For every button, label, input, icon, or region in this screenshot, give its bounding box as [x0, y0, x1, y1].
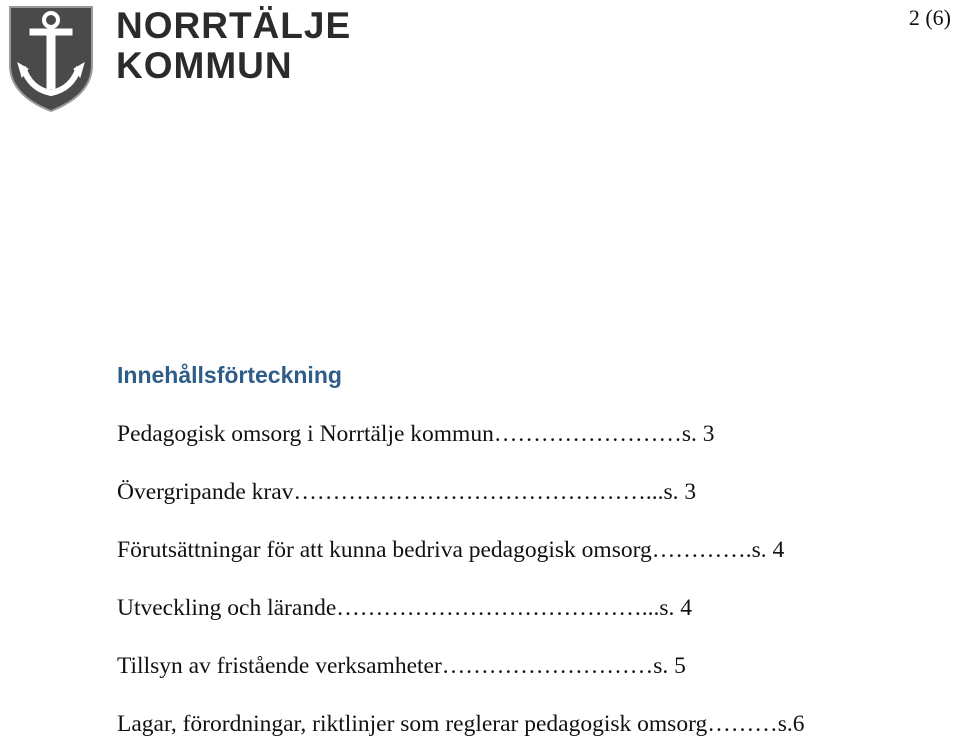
toc-entry: Tillsyn av fristående verksamheter………………………s. 5 — [117, 653, 686, 679]
org-name-line2: KOMMUN — [116, 45, 293, 86]
page-number: 2 (6) — [908, 5, 951, 30]
toc-list — [117, 420, 805, 739]
toc-entry: Pedagogisk omsorg i Norrtälje kommun……………………s. 3 — [117, 421, 715, 447]
org-wordmark — [116, 6, 351, 86]
toc-heading: Innehållsförteckning — [117, 362, 342, 388]
anchor-shield-icon — [6, 3, 96, 115]
toc-entry: Förutsättningar för att kunna bedriva pedagogisk omsorg………….s. 4 — [117, 537, 785, 563]
toc-entry: Övergripande krav………………………………………...s. 3 — [117, 479, 697, 505]
toc-entry: Lagar, förordningar, riktlinjer som reglerar pedagogisk omsorg………s.6 — [117, 711, 805, 737]
toc-entry: Utveckling och lärande…………………………………...s. 4 — [117, 595, 693, 621]
org-name-line1: NORRTÄLJE — [116, 5, 352, 46]
